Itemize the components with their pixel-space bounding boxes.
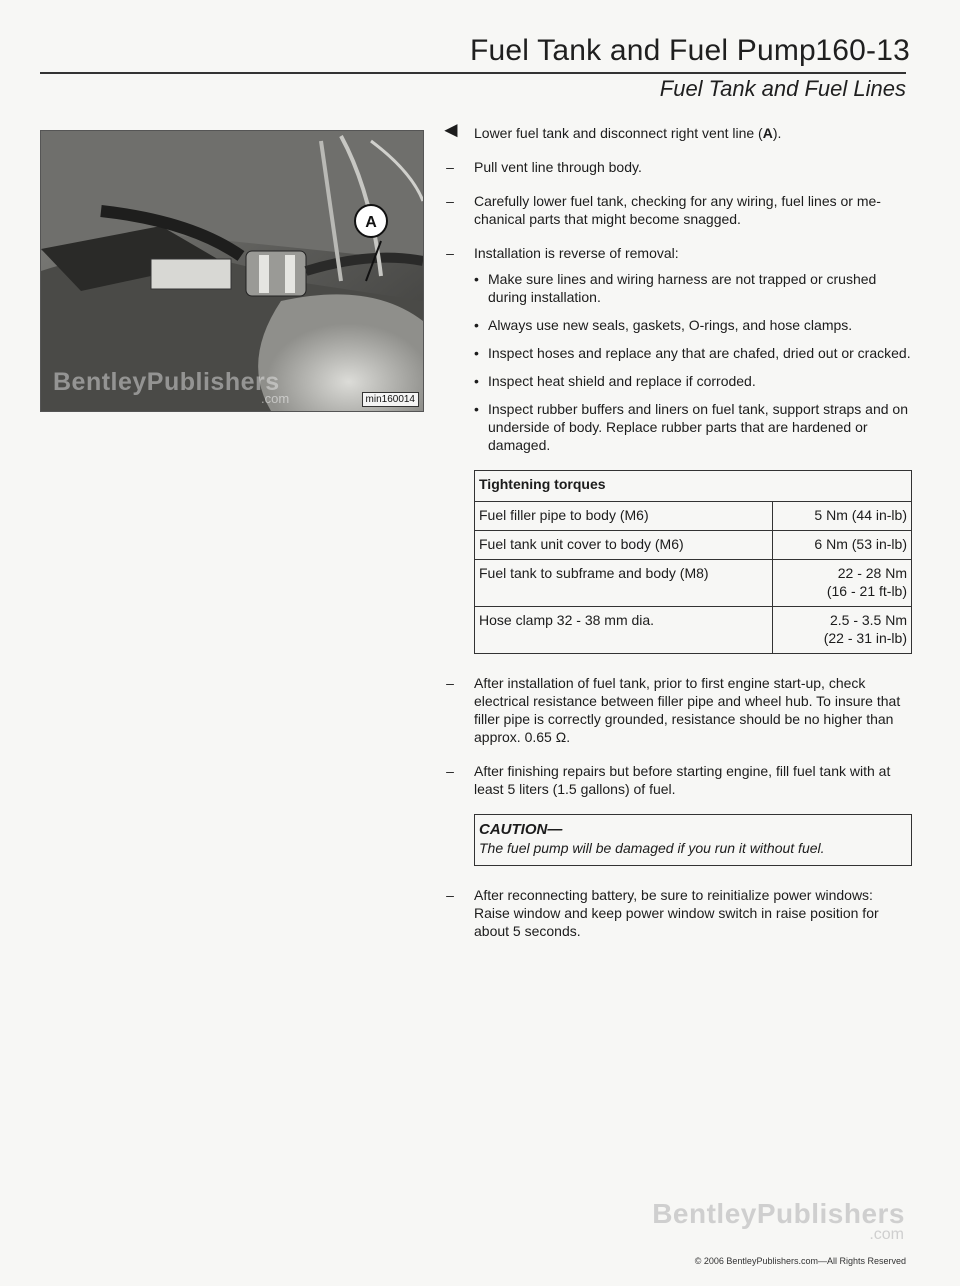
- caution-title: CAUTION—: [479, 821, 563, 838]
- list-item: [474, 316, 912, 334]
- table-cell-value: [773, 560, 912, 607]
- step-text: Installation is reverse of removal:: [474, 245, 679, 261]
- bullet-icon: •: [474, 271, 479, 287]
- dash-icon: –: [446, 887, 454, 903]
- step-lower-tank: [440, 117, 912, 142]
- bullet-icon: •: [474, 373, 479, 389]
- step-text: After reconnecting battery, be sure to reinitialize power windows: Raise window and keep power window switch in raise position for about 5 seconds.: [474, 887, 879, 939]
- photo-watermark: BentleyPublishers: [53, 368, 280, 396]
- arrow-left-icon: ◄: [440, 117, 462, 142]
- value-primary: 6 Nm (53 in-lb): [814, 536, 907, 552]
- dash-icon: –: [446, 159, 454, 175]
- photo-watermark-sub: .com: [261, 391, 290, 406]
- list-item: [474, 372, 912, 390]
- table-cell-value: [773, 531, 912, 560]
- bullet-icon: •: [474, 317, 479, 333]
- value-secondary: (16 - 21 ft-lb): [826, 583, 907, 599]
- tightening-torques-table: [474, 470, 912, 654]
- table-cell-value: [773, 502, 912, 531]
- step-check-resistance: [440, 674, 912, 746]
- callout-ref: A: [762, 125, 773, 141]
- chapter-title: Fuel Tank and Fuel Pump: [470, 34, 816, 67]
- list-item-text: Always use new seals, gaskets, O-rings, and hose clamps.: [488, 317, 853, 333]
- step-carefully-lower: [440, 192, 912, 228]
- photo-code: min160014: [362, 392, 419, 407]
- instructions: [440, 117, 912, 956]
- table-row: [475, 560, 912, 607]
- step-installation: [440, 244, 912, 454]
- step-pull-vent: [440, 158, 912, 176]
- list-item-text: Inspect rubber buffers and liners on fuel tank, support straps and on underside of body. Replace rubber parts that are hardened or damaged.: [488, 401, 908, 453]
- section-title: Fuel Tank and Fuel Lines: [659, 76, 906, 101]
- value-primary: 5 Nm (44 in-lb): [814, 507, 907, 523]
- list-item-text: Make sure lines and wiring harness are not trapped or crushed during installation.: [488, 271, 877, 305]
- caution-box: [474, 814, 912, 866]
- fuel-tank-photo: [40, 130, 424, 412]
- step-text: Carefully lower fuel tank, checking for any wiring, fuel lines or mechanical parts that might become snagged.: [474, 193, 881, 227]
- dash-icon: –: [446, 245, 454, 261]
- step-reinitialize-windows: [440, 886, 912, 940]
- bullet-icon: •: [474, 401, 479, 417]
- value-secondary: (22 - 31 in-lb): [823, 630, 907, 646]
- table-cell-item: Hose clamp 32 - 38 mm dia.: [475, 607, 773, 654]
- table-row: [475, 502, 912, 531]
- footer-copyright: © 2006 BentleyPublishers.com—All Rights Reserved: [694, 1256, 906, 1266]
- table-cell-item: Fuel filler pipe to body (M6): [475, 502, 773, 531]
- list-item-text: Inspect hoses and replace any that are chafed, dried out or cracked.: [488, 345, 911, 361]
- list-item-text: Inspect heat shield and replace if corroded.: [488, 373, 756, 389]
- caution-text: The fuel pump will be damaged if you run it without fuel.: [479, 840, 825, 856]
- step-text: Pull vent line through body.: [474, 159, 642, 175]
- list-item: [474, 344, 912, 362]
- dash-icon: –: [446, 675, 454, 691]
- bullet-icon: •: [474, 345, 479, 361]
- dash-icon: –: [446, 193, 454, 209]
- page-number: 160-13: [815, 34, 910, 67]
- value-primary: 22 - 28 Nm: [837, 565, 907, 581]
- step-text: After installation of fuel tank, prior to first engine start-up, check electrical resistance between filler pipe and wheel hub. To insure that filler pipe is correctly grounded, resistance should be no higher than approx. 0.65 Ω.: [474, 675, 901, 745]
- header-rule: [40, 72, 906, 74]
- table-cell-item: Fuel tank to subframe and body (M8): [475, 560, 773, 607]
- footer-logo: BentleyPublishers: [652, 1198, 905, 1229]
- value-primary: 2.5 - 3.5 Nm: [829, 612, 907, 628]
- step-text-end: ).: [772, 125, 782, 141]
- step-text: After finishing repairs but before starting engine, fill fuel tank with at least 5 liters (1.5 gallons) of fuel.: [474, 763, 891, 797]
- step-text: Lower fuel tank and disconnect right vent line (: [474, 125, 763, 141]
- installation-bullets: [474, 270, 912, 454]
- table-cell-item: Fuel tank unit cover to body (M6): [475, 531, 773, 560]
- step-fill-fuel: [440, 762, 912, 798]
- footer-logo-sub: .com: [869, 1226, 904, 1243]
- list-item: [474, 400, 912, 454]
- dash-icon: –: [446, 763, 454, 779]
- callout-label: A: [365, 214, 377, 231]
- page-header: [470, 34, 910, 68]
- list-item: [474, 270, 912, 306]
- table-cell-value: [773, 607, 912, 654]
- table-row: [475, 607, 912, 654]
- table-row: [475, 531, 912, 560]
- table-title: Tightening torques: [475, 471, 912, 502]
